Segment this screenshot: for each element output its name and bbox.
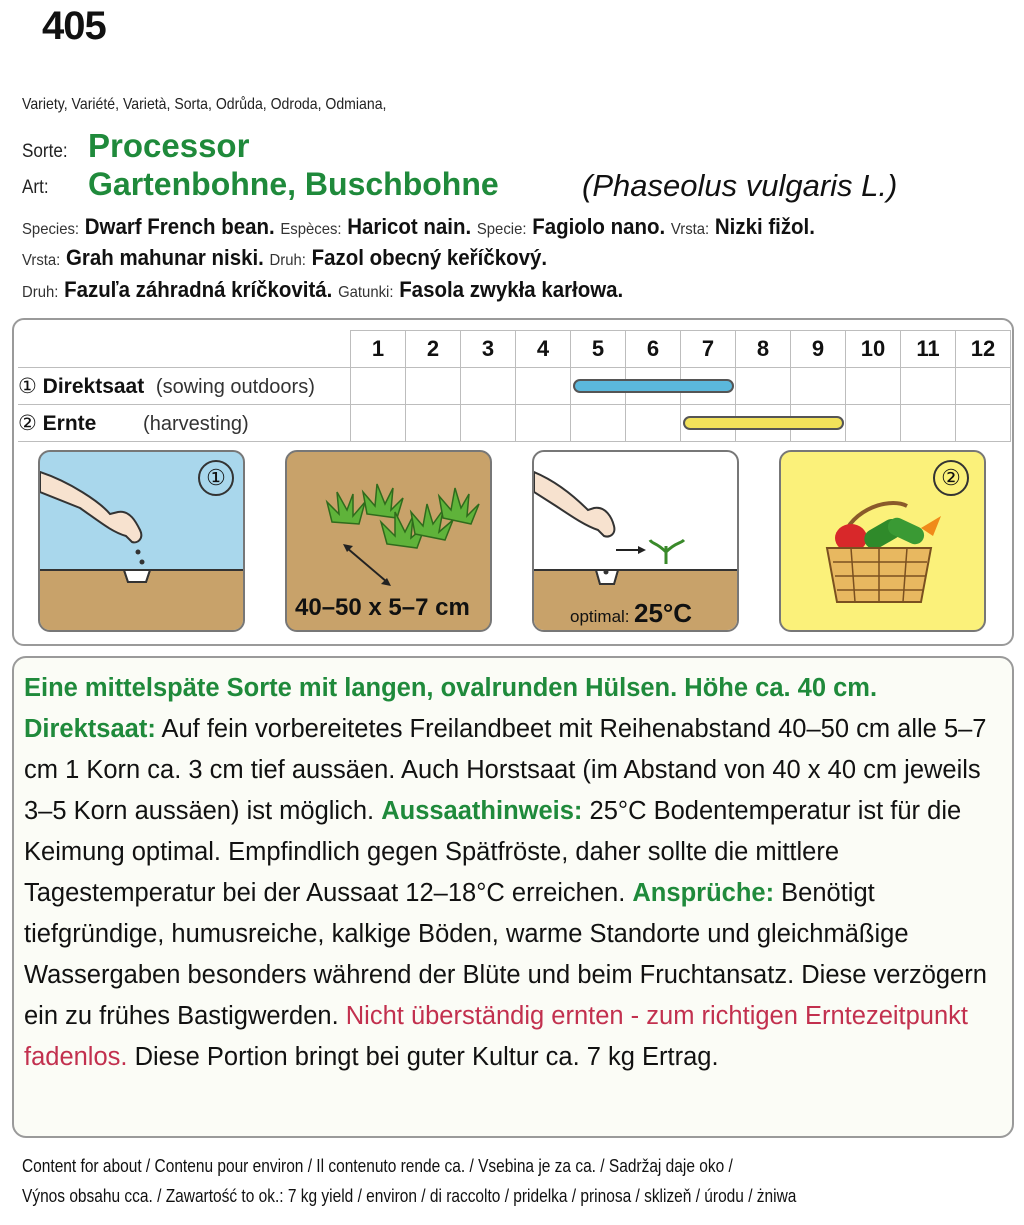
species-translations-line-2: Vrsta: Grah mahunar niski. Druh: Fazol obecný keříčkový. [22, 245, 548, 270]
month-1: 1 [351, 331, 406, 368]
yield-text: Diese Portion bringt bei guter Kultur ca. 7 kg Ertrag. [134, 1043, 719, 1071]
month-3: 3 [461, 331, 516, 368]
step-1-marker-icon: ① [198, 460, 234, 496]
pictogram-sowing [38, 450, 245, 632]
footer-line-2: Výnos obsahu cca. / Zawartość to ok.: 7 kg yield / environ / di raccolto / pridelka / prinosa / sklizeň / úrodu / żniwa [22, 1186, 797, 1206]
ansprueche-text: Benötigt tiefgründige, humusreiche, kalkige Böden, warme Standorte und gleichmäßige Wassergaben besonders während der Blüte und beim Fruchtansatz. Diese verzögern ein zu frühes Bastigwerden. [24, 879, 987, 1030]
optimal-temperature: optimal: 25°C [570, 598, 693, 628]
variety-name: Processor [88, 127, 250, 164]
month-11: 11 [901, 331, 956, 368]
aussaathinweis-text: 25°C Bodentemperatur ist für die Keimung optimal. Empfindlich gegen Spätfröste, daher sollte die mittlere Tagestemperatur bei der Aussaat 12–18°C erreichen. [24, 797, 962, 907]
month-5: 5 [571, 331, 626, 368]
harvest-row-label: ② Ernte (harvesting) [18, 405, 351, 442]
variety-languages-line: Variety, Variété, Varietà, Sorta, Odrůda, Odroda, Odmiana, [22, 96, 387, 113]
month-4: 4 [516, 331, 571, 368]
sorte-label: Sorte: [22, 141, 68, 162]
month-9: 9 [791, 331, 846, 368]
packet-number: 405 [42, 4, 106, 48]
ansprueche-heading: Ansprüche: [632, 879, 775, 907]
pictogram-harvest [779, 450, 986, 632]
month-12: 12 [956, 331, 1011, 368]
sowing-row-label: ① Direktsaat (sowing outdoors) [18, 368, 351, 405]
species-translations-line-3: Druh: Fazuľa záhradná kríčkovitá. Gatunki: Fasola zwykła karłowa. [22, 277, 624, 302]
pictogram-germination [532, 450, 739, 632]
calendar-row-sowing [18, 368, 1011, 405]
direktsaat-heading: Direktsaat: [24, 715, 156, 743]
harvest-period-bar [683, 416, 844, 430]
month-2: 2 [406, 331, 461, 368]
sowing-period-bar [573, 379, 734, 393]
intro-text: Eine mittelspäte Sorte mit langen, ovalrunden Hülsen. Höhe ca. 40 cm. [24, 674, 878, 702]
art-label: Art: [22, 177, 49, 198]
month-7: 7 [681, 331, 736, 368]
month-6: 6 [626, 331, 681, 368]
species-name: Gartenbohne, Buschbohne [88, 166, 499, 202]
pictogram-spacing [285, 450, 492, 632]
calendar-row-harvest [18, 405, 1011, 442]
description-text [24, 668, 1004, 1078]
footer-line-1: Content for about / Contenu pour environ / Il contenuto rende ca. / Vsebina je za ca. / Sadržaj daje oko / [22, 1156, 733, 1176]
month-10: 10 [846, 331, 901, 368]
step-2-marker-icon: ② [933, 460, 969, 496]
month-8: 8 [736, 331, 791, 368]
spacing-label: 40–50 x 5–7 cm [295, 594, 470, 621]
latin-name: (Phaseolus vulgaris L.) [582, 168, 898, 203]
species-translations-line-1: Species: Dwarf French bean. Espèces: Haricot nain. Specie: Fagiolo nano. Vrsta: Nizki fižol. [22, 214, 815, 239]
sowing-calendar [18, 330, 1011, 442]
direktsaat-text: Auf fein vorbereitetes Freilandbeet mit Reihenabstand 40–50 cm alle 5–7 cm 1 Korn ca. 3 cm tief aussäen. Auch Horstsaat (im Abstand von 40 x 40 cm jeweils 3–5 Korn aussäen) ist möglich. [24, 715, 987, 825]
aussaathinweis-heading: Aussaathinweis: [381, 797, 583, 825]
harvest-warning: Nicht überständig ernten - zum richtigen Erntezeitpunkt fadenlos. [24, 1002, 969, 1071]
